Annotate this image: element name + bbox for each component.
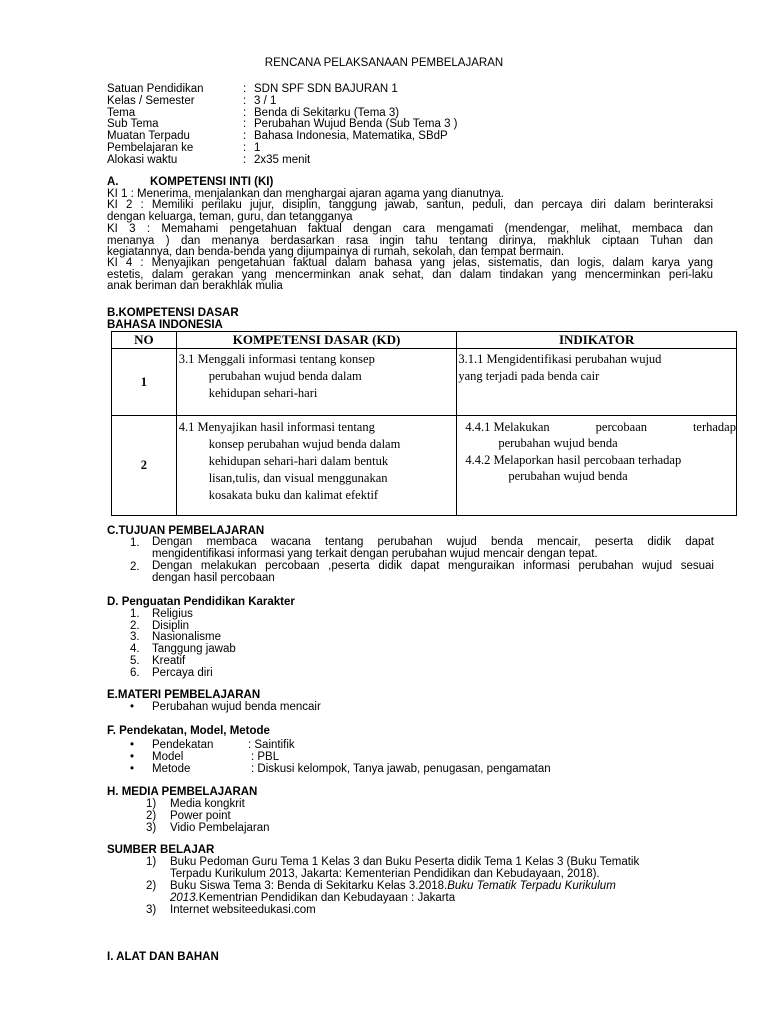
list-item-value: : Diskusi kelompok, Tanya jawab, penugasan, pengamatan [251, 763, 551, 775]
list-number: 4. [130, 643, 140, 655]
table-row [112, 416, 737, 516]
ki3-line: kegiatannya, dan benda-benda yang dijumpainya di rumah, sekolah, dan tempat bermain. [107, 246, 565, 259]
section-i-heading: I. ALAT DAN BAHAN [107, 951, 219, 963]
kd-row-kd [176, 416, 457, 516]
identity-value: Benda di Sekitarku (Tema 3) [254, 107, 400, 119]
list-item [152, 561, 714, 584]
identity-value: 3 / 1 [254, 95, 277, 107]
list-item: Kreatif [152, 655, 186, 667]
citation-plain: Buku Siswa Tema 3: Benda di Sekitarku Kelas 3.2018. [170, 880, 448, 892]
list-number: 2. [130, 620, 140, 632]
kd-row-kd [176, 349, 457, 416]
ki2-paragraph [107, 200, 713, 223]
kd-table [111, 331, 737, 516]
list-item: Percaya diri [152, 667, 213, 679]
indikator-line [465, 419, 736, 435]
section-h-heading: H. MEDIA PEMBELAJARAN [107, 786, 258, 798]
ki4-line: estetis, dalam gerakan yang mencerminkan anak sehat, dan dalam tindakan yang mencerminkan peri-laku [107, 268, 713, 281]
list-number: 2. [130, 561, 140, 573]
list-number: 3) [146, 822, 157, 834]
list-number: 1) [146, 798, 157, 810]
ki2-line: dengan keluarga, teman, guru, dan tetangganya [107, 210, 353, 223]
identity-colon: : [243, 154, 247, 166]
table-row [112, 349, 737, 416]
section-c-heading: C.TUJUAN PEMBELAJARAN [107, 525, 265, 537]
list-item [152, 537, 714, 560]
kd-line: 3.1 Menggali informasi tentang konsep [178, 352, 375, 366]
list-item: Power point [170, 810, 231, 822]
list-item-line [170, 880, 616, 892]
identity-value: Perubahan Wujud Benda (Sub Tema 3 ) [254, 118, 458, 130]
section-b-heading: B.KOMPETENSI DASAR [107, 307, 239, 319]
list-number: 3. [130, 631, 140, 643]
kd-line: 4.1 Menyajikan hasil informasi tentang [178, 420, 375, 434]
ki4-line: KI 4 : Menyajikan pengetahuan faktual dalam bahasa yang jelas, sistematis, dan logis, dalam karya yang [107, 257, 713, 269]
bullet-icon: • [130, 763, 135, 775]
kd-table-header-row [112, 332, 737, 349]
section-f-heading: F. Pendekatan, Model, Metode [107, 725, 270, 737]
kd-line: perubahan wujud benda dalam [208, 369, 362, 383]
identity-label: Pembelajaran ke [107, 142, 194, 154]
indikator-line: yang terjadi pada benda cair [458, 369, 600, 383]
kd-line: kehidupan sehari-hari dalam bentuk [208, 454, 389, 468]
sumber-heading: SUMBER BELAJAR [107, 844, 215, 856]
section-d-heading: D. Penguatan Pendidikan Karakter [107, 596, 295, 608]
indikator-line: 3.1.1 Mengidentifikasi perubahan wujud [458, 352, 662, 366]
list-item-line: mengidentifikasi informasi yang terkait dengan perubahan wujud mencair dengan tepat. [152, 547, 598, 560]
list-number: 2) [146, 810, 157, 822]
identity-colon: : [243, 107, 247, 119]
ki1-text: KI 1 : Menerima, menjalankan dan menghargai ajaran agama yang dianutnya. [107, 188, 504, 200]
list-item: Disiplin [152, 620, 190, 632]
list-number: 1. [130, 537, 140, 549]
identity-label: Muatan Terpadu [107, 130, 190, 142]
identity-label: Sub Tema [107, 118, 159, 130]
kd-row-no: 1 [112, 349, 177, 416]
list-item: Perubahan wujud benda mencair [152, 701, 321, 713]
section-e-heading: E.MATERI PEMBELAJARAN [107, 689, 261, 701]
list-number: 2) [146, 880, 157, 892]
section-b-subject: BAHASA INDONESIA [107, 319, 223, 331]
kd-line: kosakata buku dan kalimat efektif [208, 488, 379, 502]
ki4-paragraph [107, 258, 713, 293]
identity-colon: : [243, 83, 247, 95]
list-item-line: dengan hasil percobaan [152, 571, 275, 584]
list-item-value: : Saintifik [248, 739, 295, 751]
identity-colon: : [243, 142, 247, 154]
identity-label: Alokasi waktu [107, 154, 178, 166]
list-item-line [170, 892, 455, 904]
list-item: Religius [152, 608, 193, 620]
list-item-line: Buku Pedoman Guru Tema 1 Kelas 3 dan Buku Peserta didik Tema 1 Kelas 3 (Buku Tematik [170, 856, 640, 868]
kd-line: konsep perubahan wujud benda dalam [208, 437, 401, 451]
list-item: Nasionalisme [152, 631, 222, 643]
identity-label: Satuan Pendidikan [107, 83, 204, 95]
list-number: 1. [130, 608, 140, 620]
identity-value: Bahasa Indonesia, Matematika, SBdP [254, 130, 448, 142]
list-item-line: Dengan melakukan percobaan ,peserta didik dapat menguraikan informasi perubahan wujud sesuai [152, 560, 714, 572]
kd-row-indikator [457, 349, 737, 416]
identity-label: Kelas / Semester [107, 95, 195, 107]
ki4-line: anak beriman dan berakhlak mulia [107, 280, 283, 293]
bullet-icon: • [130, 701, 135, 713]
list-number: 5. [130, 655, 140, 667]
section-a-heading: KOMPETENSI INTI (KI) [150, 176, 274, 188]
identity-colon: : [243, 118, 247, 130]
list-item: Media kongkrit [170, 798, 245, 810]
bullet-icon: • [130, 739, 135, 751]
kd-row-indikator [457, 416, 737, 516]
indikator-word: terhadap [692, 420, 736, 434]
indikator-line: 4.4.2 Melaporkan hasil percobaan terhadap [465, 453, 682, 467]
identity-colon: : [243, 95, 247, 107]
list-item-label: Model [152, 751, 184, 763]
list-item: Vidio Pembelajaran [170, 822, 270, 834]
indikator-line: perubahan wujud benda [508, 469, 628, 483]
list-item-label: Metode [152, 763, 191, 775]
kd-header-no: NO [112, 332, 177, 349]
ki2-line: KI 2 : Memiliki perilaku jujur, disiplin, tanggung jawab, santun, peduli, dan percaya diri dalam berinteraksi [107, 199, 713, 211]
kd-header-kd: KOMPETENSI DASAR (KD) [176, 332, 457, 349]
section-a-letter: A. [107, 176, 119, 188]
identity-colon: : [243, 130, 247, 142]
list-item-line: Terpadu Kurikulum 2013, Jakarta: Kementerian Pendidikan dan Kebudayaan, 2018). [170, 868, 600, 880]
list-number: 1) [146, 856, 157, 868]
identity-value: 2x35 menit [254, 154, 311, 166]
list-item-label: Pendekatan [152, 739, 214, 751]
kd-header-indikator: INDIKATOR [457, 332, 737, 349]
ki3-paragraph [107, 224, 713, 259]
indikator-word: 4.4.1 Melakukan [465, 420, 550, 434]
indikator-line: perubahan wujud benda [498, 436, 618, 450]
list-item-line: Dengan membaca wacana tentang perubahan wujud benda mencair, peserta didik dapat [152, 536, 714, 548]
document-title: RENCANA PELAKSANAAN PEMBELAJARAN [264, 57, 504, 69]
identity-value: SDN SPF SDN BAJURAN 1 [254, 83, 398, 95]
kd-row-no: 2 [112, 416, 177, 516]
list-number: 3) [146, 904, 157, 916]
bullet-icon: • [130, 751, 135, 763]
ki3-line: menanya ) dan menanya berdasarkan rasa ingin tahu tentang dirinya, makhluk ciptaan Tuhan dan [107, 234, 713, 247]
kd-line: lisan,tulis, dan visual menggunakan [208, 471, 388, 485]
list-item-value: : PBL [251, 751, 280, 763]
citation-plain: Kementrian Pendidikan dan Kebudayaan : Jakarta [198, 892, 456, 904]
citation-italic: 2013. [170, 892, 199, 904]
identity-value: 1 [254, 142, 261, 154]
citation-italic: Buku Tematik Terpadu Kurikulum [447, 880, 616, 892]
list-item: Tanggung jawab [152, 643, 236, 655]
ki3-line: KI 3 : Memahami pengetahuan faktual dengan cara mengamati (mendengar, melihat, membaca dan [107, 223, 713, 235]
kd-line: kehidupan sehari-hari [208, 386, 318, 400]
indikator-word: percobaan [595, 420, 647, 434]
identity-label: Tema [107, 107, 136, 119]
list-item: Internet websiteedukasi.com [170, 904, 316, 916]
list-number: 6. [130, 667, 140, 679]
